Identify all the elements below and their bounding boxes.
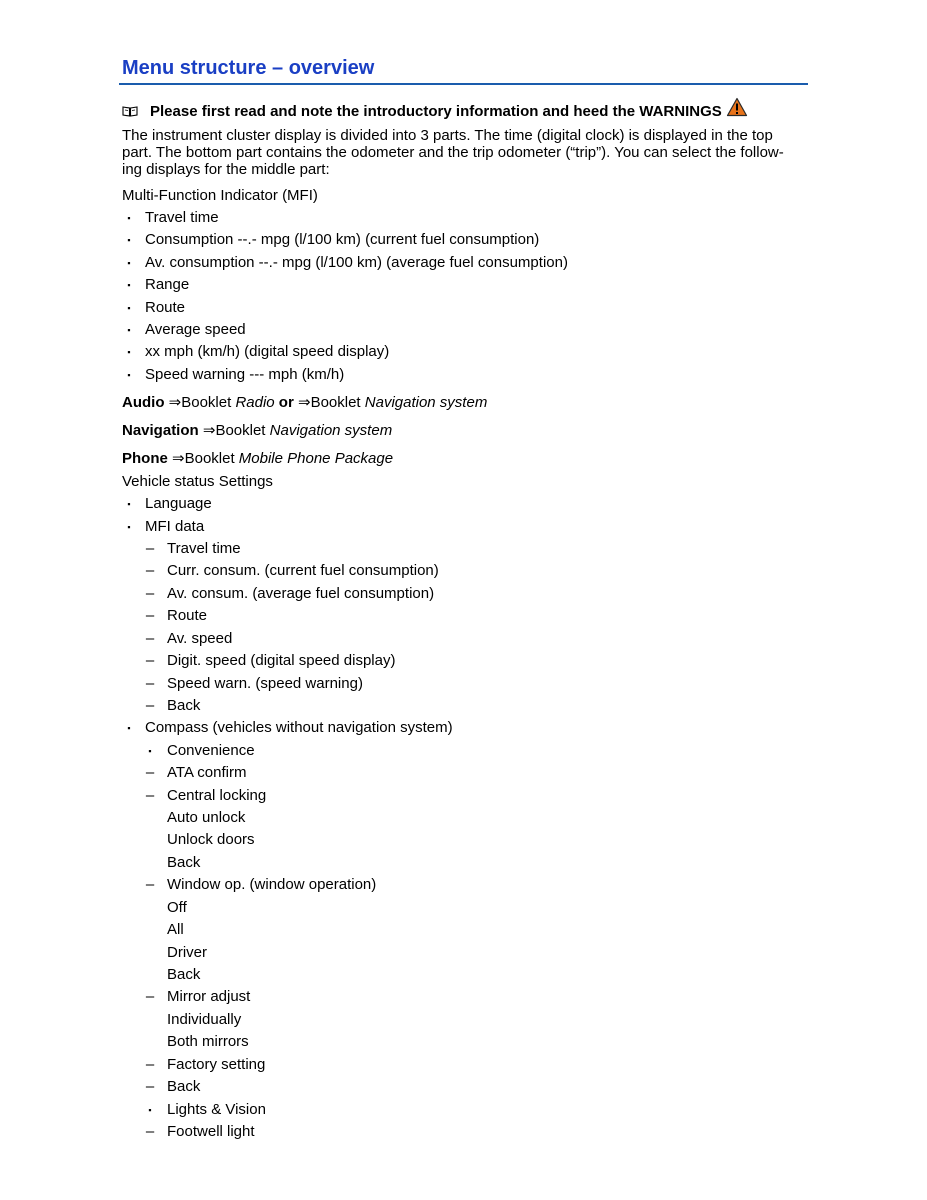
list-item-label: Route (167, 607, 208, 624)
bullet-icon: ▪ (148, 746, 152, 756)
list-item-label: Unlock doors (167, 831, 255, 848)
arrow-icon: ⇒ (202, 422, 216, 439)
list-item-label: Av. consum. (average fuel consumption) (167, 585, 435, 602)
dash-icon: – (145, 630, 155, 647)
list-item-label: Curr. consum. (current fuel consumption) (167, 562, 439, 579)
list-item-label: Driver (167, 944, 207, 961)
booklet-label: Booklet (310, 394, 365, 411)
list-item-label: Auto unlock (167, 809, 246, 826)
list-item-label: Consumption --.- mpg (l/100 km) (current fuel consumption) (145, 231, 540, 248)
section-label (122, 187, 802, 207)
list-item-label: Both mirrors (167, 1033, 249, 1050)
list-item (122, 343, 802, 363)
list-item (122, 854, 802, 874)
list-item (122, 1078, 802, 1098)
heading-label: Phone (122, 450, 173, 467)
list-item (122, 1011, 802, 1031)
list-item (122, 675, 802, 695)
list-item (122, 276, 802, 296)
list-item-label: Av. speed (167, 630, 233, 647)
list-item-label: Back (167, 966, 201, 983)
bullet-icon: ▪ (127, 213, 131, 223)
list-item-label: Route (145, 299, 186, 316)
list-item (122, 876, 802, 896)
section-heading (122, 450, 802, 470)
section-label (122, 473, 802, 493)
bullet-icon: ▪ (127, 325, 131, 335)
dash-icon: – (145, 1123, 155, 1140)
list-item (122, 630, 802, 650)
booklet-title: Radio (235, 394, 275, 411)
list-item-label: Convenience (167, 742, 255, 759)
title-divider (119, 83, 808, 85)
bullet-icon: ▪ (127, 280, 131, 290)
list-item (122, 1056, 802, 1076)
list-item (122, 366, 802, 386)
list-item-label: Av. consumption --.- mpg (l/100 km) (average fuel consumption) (145, 254, 568, 271)
list-item (122, 697, 802, 717)
list-item (122, 562, 802, 582)
section-heading (122, 422, 802, 442)
list-item-label: MFI data (145, 518, 205, 535)
dash-icon: – (145, 988, 155, 1005)
dash-icon: – (145, 697, 155, 714)
heading-label: or (274, 394, 298, 411)
arrow-icon: ⇒ (297, 394, 311, 411)
list-item (122, 254, 802, 274)
booklet-label: Booklet (215, 422, 270, 439)
list-item (122, 321, 802, 341)
list-item (122, 719, 802, 739)
dash-icon: – (145, 562, 155, 579)
list-item (122, 652, 802, 672)
section-label-text: Vehicle status Settings (122, 473, 273, 490)
list-item-label: Language (145, 495, 212, 512)
dash-icon: – (145, 1078, 155, 1095)
dash-icon: – (145, 607, 155, 624)
list-item-label: ATA confirm (167, 764, 247, 781)
dash-icon: – (145, 787, 155, 804)
list-item (122, 831, 802, 851)
arrow-icon: ⇒ (172, 450, 185, 467)
booklet-label: Booklet (181, 394, 236, 411)
list-item (122, 966, 802, 986)
bullet-icon: ▪ (127, 235, 131, 245)
booklet-label: Booklet (184, 450, 239, 467)
list-item (122, 1101, 802, 1121)
bullet-icon: ▪ (127, 347, 131, 357)
dash-icon: – (145, 652, 155, 669)
list-item-label: Speed warning --- mph (km/h) (145, 366, 345, 383)
list-item-label: Factory setting (167, 1056, 266, 1073)
list-item (122, 988, 802, 1008)
list-item (122, 742, 802, 762)
list-item (122, 585, 802, 605)
list-item-label: Speed warn. (speed warning) (167, 675, 363, 692)
list-item-label: Average speed (145, 321, 246, 338)
dash-icon: – (145, 540, 155, 557)
list-item-label: Mirror adjust (167, 988, 251, 1005)
list-item (122, 209, 802, 229)
list-item-label: Digit. speed (digital speed display) (167, 652, 396, 669)
list-item-label: Travel time (167, 540, 241, 557)
list-item (122, 299, 802, 319)
arrow-icon: ⇒ (168, 394, 182, 411)
dash-icon: – (145, 1056, 155, 1073)
book-icon (122, 105, 138, 117)
warning-triangle-icon (726, 97, 748, 117)
section-label-text: Multi-Function Indicator (MFI) (122, 187, 318, 204)
bullet-icon: ▪ (127, 303, 131, 313)
page-title: Menu structure – overview (122, 57, 375, 79)
bullet-icon: ▪ (127, 522, 131, 532)
bullet-icon: ▪ (127, 370, 131, 380)
list-item (122, 495, 802, 515)
list-item-label: All (167, 921, 184, 938)
bullet-icon: ▪ (127, 258, 131, 268)
list-item-label: Travel time (145, 209, 219, 226)
section-heading (122, 394, 802, 414)
list-item (122, 809, 802, 829)
list-item-label: Off (167, 899, 187, 916)
list-item (122, 899, 802, 919)
list-item-label: Footwell light (167, 1123, 255, 1140)
intro-notice (122, 101, 748, 121)
intro-paragraph: The instrument cluster display is divided into 3 parts. The time (digital clock) is displayed in the top part. The bottom part contains the odometer and the trip odometer (“trip”). You can select the follow-ing displays for the middle part: (122, 127, 784, 178)
list-item (122, 1123, 802, 1143)
list-item-label: Window op. (window operation) (167, 876, 377, 893)
dash-icon: – (145, 876, 155, 893)
booklet-title: Mobile Phone Package (238, 450, 394, 467)
list-item-label: Back (167, 1078, 201, 1095)
list-item (122, 787, 802, 807)
list-item (122, 607, 802, 627)
list-item (122, 764, 802, 784)
list-item (122, 540, 802, 560)
list-item (122, 921, 802, 941)
heading-label: Navigation (122, 422, 203, 439)
list-item-label: Individually (167, 1011, 242, 1028)
list-item-label: Lights & Vision (167, 1101, 266, 1118)
list-item-label: xx mph (km/h) (digital speed display) (145, 343, 390, 360)
bullet-icon: ▪ (127, 499, 131, 509)
dash-icon: – (145, 764, 155, 781)
intro-notice-text: Please first read and note the introductory information and heed the WARNINGS (150, 102, 722, 120)
list-item (122, 1033, 802, 1053)
dash-icon: – (145, 675, 155, 692)
list-item (122, 944, 802, 964)
list-item-label: Central locking (167, 787, 267, 804)
booklet-title: Navigation system (269, 422, 393, 439)
booklet-title: Navigation system (364, 394, 488, 411)
list-item-label: Back (167, 697, 201, 714)
dash-icon: – (145, 585, 155, 602)
bullet-icon: ▪ (148, 1105, 152, 1115)
list-item-label: Compass (vehicles without navigation system) (145, 719, 453, 736)
list-item-label: Range (145, 276, 190, 293)
list-item (122, 518, 802, 538)
heading-label: Audio (122, 394, 169, 411)
bullet-icon: ▪ (127, 723, 131, 733)
list-item-label: Back (167, 854, 201, 871)
list-item (122, 231, 802, 251)
